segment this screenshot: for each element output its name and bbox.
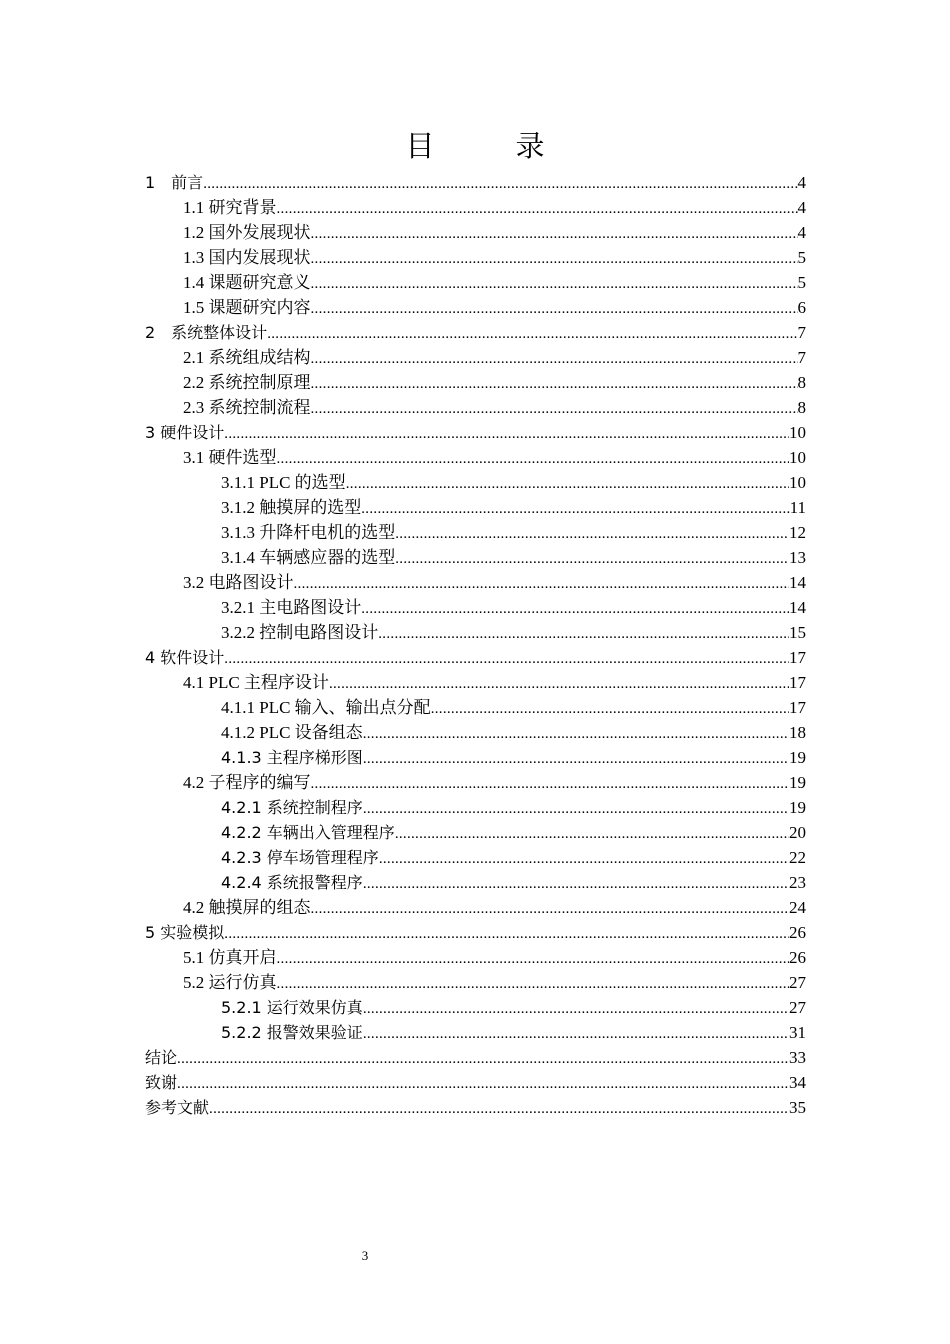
toc-entry-page: 14 <box>789 573 806 592</box>
toc-entry-page: 4 <box>797 198 806 217</box>
toc-entry-label: 3.1.1 PLC 的选型 <box>221 473 346 492</box>
toc-entry-label: 3.1.3 升降杆电机的选型 <box>221 523 396 542</box>
toc-entry-page: 22 <box>789 848 806 867</box>
toc-entry-page: 27 <box>789 998 806 1017</box>
toc-entry-label: 致谢 <box>145 1073 178 1092</box>
toc-entry[interactable] <box>183 570 806 595</box>
toc-leader-dots <box>363 797 789 822</box>
toc-entry-label: 3.2.1 主电路图设计 <box>221 598 362 617</box>
toc-entry-label: 1.3 国内发展现状 <box>183 248 311 267</box>
toc-entry-label: 3.1 硬件选型 <box>183 448 277 467</box>
toc-entry-label: 4.2.1 系统控制程序 <box>221 798 363 817</box>
toc-entry-label: 1.1 研究背景 <box>183 198 277 217</box>
toc-leader-dots <box>277 447 790 472</box>
toc-entry[interactable] <box>183 395 806 420</box>
toc-entry[interactable] <box>221 620 806 645</box>
toc-entry-page: 19 <box>789 798 806 817</box>
toc-entry-page: 19 <box>789 748 806 767</box>
toc-entry[interactable] <box>221 495 806 520</box>
toc-entry-page: 17 <box>789 648 806 667</box>
toc-leader-dots <box>311 272 798 297</box>
toc-leader-dots <box>311 297 798 322</box>
toc-leader-dots <box>224 922 789 947</box>
toc-entry[interactable] <box>183 370 806 395</box>
toc-entry[interactable] <box>221 870 806 895</box>
toc-entry-label: 5.2.1 运行效果仿真 <box>221 998 363 1017</box>
toc-entry-page: 24 <box>789 898 806 917</box>
toc-entry-page: 14 <box>789 598 806 617</box>
toc-entry-label: 4.1 PLC 主程序设计 <box>183 673 329 692</box>
toc-entry[interactable] <box>145 1045 806 1070</box>
toc-entry-label: 4.2.3 停车场管理程序 <box>221 848 379 867</box>
toc-entry-page: 34 <box>789 1073 806 1092</box>
toc-entry-label: 5.2 运行仿真 <box>183 973 277 992</box>
toc-leader-dots <box>363 1022 789 1047</box>
toc-leader-dots <box>378 622 789 647</box>
toc-leader-dots <box>329 672 789 697</box>
toc-entry-label: 2.1 系统组成结构 <box>183 348 311 367</box>
toc-entry[interactable] <box>221 820 806 845</box>
toc-entry-page: 10 <box>789 473 806 492</box>
toc-entry[interactable] <box>221 595 806 620</box>
toc-entry[interactable] <box>145 645 806 670</box>
toc-entry[interactable] <box>221 520 806 545</box>
toc-entry[interactable] <box>183 945 806 970</box>
toc-entry[interactable] <box>145 1070 806 1095</box>
toc-entry[interactable] <box>183 270 806 295</box>
toc-entry-page: 27 <box>789 973 806 992</box>
toc-entry-page: 19 <box>789 773 806 792</box>
toc-entry-label: 结论 <box>145 1048 178 1067</box>
toc-entry-page: 20 <box>789 823 806 842</box>
toc-entry-label: 4.2.2 车辆出入管理程序 <box>221 823 395 842</box>
toc-entry[interactable] <box>145 170 806 195</box>
toc-entry-page: 23 <box>789 873 806 892</box>
toc-entry[interactable] <box>183 195 806 220</box>
toc-entry-page: 26 <box>789 923 806 942</box>
toc-entry[interactable] <box>183 770 806 795</box>
toc-entry[interactable] <box>221 695 806 720</box>
toc-entry-page: 4 <box>797 173 806 192</box>
toc-entry[interactable] <box>183 895 806 920</box>
toc-entry-page: 17 <box>789 673 806 692</box>
toc-leader-dots <box>277 947 790 972</box>
toc-entry-label: 4.2 触摸屏的组态 <box>183 898 311 917</box>
toc-entry-page: 6 <box>797 298 806 317</box>
toc-leader-dots <box>224 647 789 672</box>
toc-entry[interactable] <box>221 745 806 770</box>
toc-entry[interactable] <box>145 1095 806 1120</box>
toc-entry-page: 31 <box>789 1023 806 1042</box>
toc-entry-label: 1.4 课题研究意义 <box>183 273 311 292</box>
toc-entry-page: 4 <box>797 223 806 242</box>
toc-entry[interactable] <box>145 420 806 445</box>
toc-leader-dots <box>363 747 789 772</box>
toc-entry-label: 5.2.2 报警效果验证 <box>221 1023 363 1042</box>
toc-entry-label: 3.2 电路图设计 <box>183 573 294 592</box>
toc-leader-dots <box>311 372 798 397</box>
toc-entry[interactable] <box>145 920 806 945</box>
toc-leader-dots <box>346 472 789 497</box>
toc-leader-dots <box>395 522 789 547</box>
toc-leader-dots <box>361 597 789 622</box>
toc-leader-dots <box>177 1072 789 1097</box>
toc-entry-page: 8 <box>797 373 806 392</box>
toc-leader-dots <box>311 247 798 272</box>
toc-entry-label: 3 硬件设计 <box>145 423 225 442</box>
toc-leader-dots <box>311 772 790 797</box>
toc-entry[interactable] <box>183 670 806 695</box>
toc-leader-dots <box>363 722 789 747</box>
toc-leader-dots <box>277 972 790 997</box>
toc-leader-dots <box>311 347 798 372</box>
toc-entry[interactable] <box>183 245 806 270</box>
toc-leader-dots <box>209 1097 789 1122</box>
toc-entry[interactable] <box>221 545 806 570</box>
toc-entry-label: 5.1 仿真开启 <box>183 948 277 967</box>
page-title: 目 录 <box>405 129 571 163</box>
toc-entry[interactable] <box>221 1020 806 1045</box>
toc-entry-label: 4.2.4 系统报警程序 <box>221 873 363 892</box>
toc-entry-label: 4.1.2 PLC 设备组态 <box>221 723 363 742</box>
toc-leader-dots <box>431 697 789 722</box>
toc-entry-page: 15 <box>789 623 806 642</box>
toc-entry-page: 8 <box>797 398 806 417</box>
toc-entry-page: 26 <box>789 948 806 967</box>
toc-entry-label: 4 软件设计 <box>145 648 225 667</box>
toc-entry-label: 3.1.2 触摸屏的选型 <box>221 498 362 517</box>
toc-leader-dots <box>203 172 797 197</box>
toc-entry[interactable] <box>221 845 806 870</box>
toc-entry-label: 3.2.2 控制电路图设计 <box>221 623 379 642</box>
toc-leader-dots <box>311 897 790 922</box>
toc-entry[interactable] <box>183 345 806 370</box>
toc-entry-page: 11 <box>789 498 806 517</box>
toc-entry-label: 2 系统整体设计 <box>145 323 268 342</box>
toc-entry-page: 7 <box>797 323 806 342</box>
toc-entry-page: 5 <box>797 248 806 267</box>
toc-entry-page: 13 <box>789 548 806 567</box>
toc-leader-dots <box>277 197 798 222</box>
toc-leader-dots <box>363 872 789 897</box>
toc-entry-label: 4.2 子程序的编写 <box>183 773 311 792</box>
toc-entry[interactable] <box>221 720 806 745</box>
toc-entry[interactable] <box>221 795 806 820</box>
toc-entry[interactable] <box>221 995 806 1020</box>
toc-entry-page: 35 <box>789 1098 806 1117</box>
toc-leader-dots <box>361 497 789 522</box>
toc-entry-label: 2.2 系统控制原理 <box>183 373 311 392</box>
toc-entry-page: 17 <box>789 698 806 717</box>
toc-entry[interactable] <box>145 320 806 345</box>
toc-entry[interactable] <box>221 470 806 495</box>
toc-entry-label: 1 前言 <box>145 173 204 192</box>
toc-leader-dots <box>177 1047 789 1072</box>
toc-entry-page: 18 <box>789 723 806 742</box>
toc-entry-page: 10 <box>789 448 806 467</box>
toc-entry-page: 7 <box>797 348 806 367</box>
toc-entry-label: 参考文献 <box>145 1098 210 1117</box>
toc-entry[interactable] <box>183 295 806 320</box>
toc-leader-dots <box>395 547 789 572</box>
toc-leader-dots <box>294 572 790 597</box>
toc-entry-page: 5 <box>797 273 806 292</box>
toc-entry-label: 1.2 国外发展现状 <box>183 223 311 242</box>
toc-leader-dots <box>224 422 789 447</box>
toc-leader-dots <box>363 997 789 1022</box>
toc-entry-label: 1.5 课题研究内容 <box>183 298 311 317</box>
toc-entry-page: 10 <box>789 423 806 442</box>
toc-entry-label: 4.1.1 PLC 输入、输出点分配 <box>221 698 431 717</box>
toc-leader-dots <box>379 847 789 872</box>
toc-entry-page: 33 <box>789 1048 806 1067</box>
toc-leader-dots <box>311 222 798 247</box>
toc-entry-label: 5 实验模拟 <box>145 923 225 942</box>
page-number: 3 <box>361 1248 369 1263</box>
toc-entry-label: 3.1.4 车辆感应器的选型 <box>221 548 396 567</box>
toc-entry-page: 12 <box>789 523 806 542</box>
toc-entry[interactable] <box>183 445 806 470</box>
toc-entry-label: 2.3 系统控制流程 <box>183 398 311 417</box>
toc-entry[interactable] <box>183 220 806 245</box>
toc-leader-dots <box>311 397 798 422</box>
toc-entry-label: 4.1.3 主程序梯形图 <box>221 748 363 767</box>
toc-leader-dots <box>267 322 797 347</box>
toc-leader-dots <box>395 822 789 847</box>
toc-entry[interactable] <box>183 970 806 995</box>
